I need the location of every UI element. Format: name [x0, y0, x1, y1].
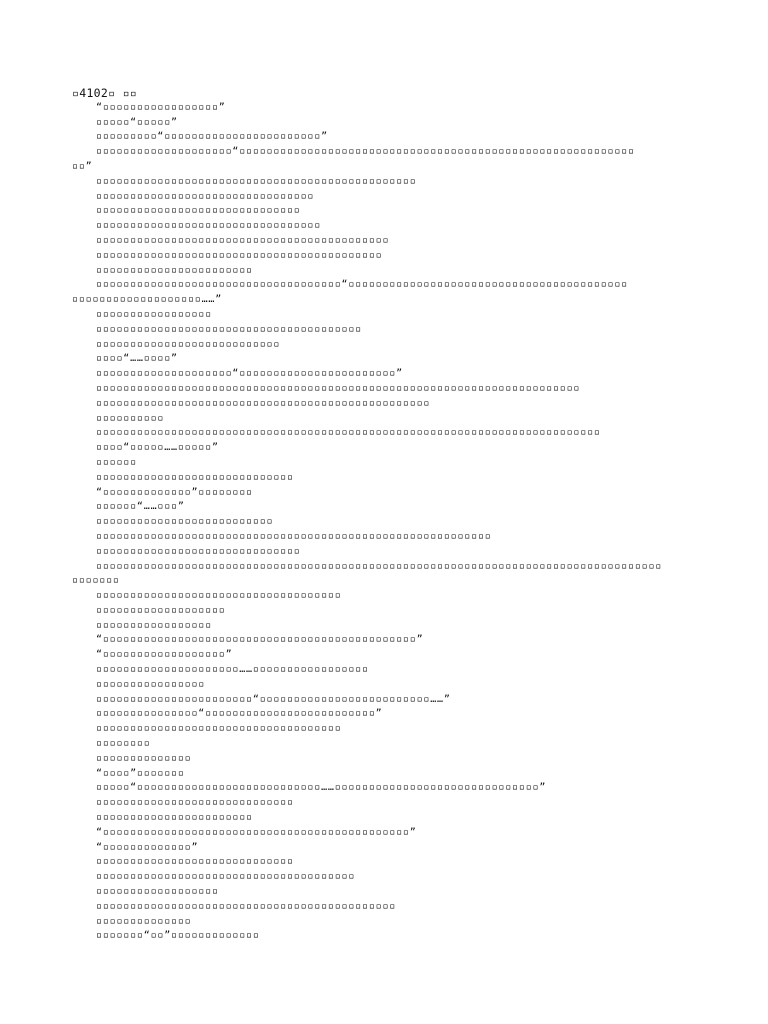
text-line: ▫▫▫▫▫▫▫▫▫▫▫▫▫▫▫▫▫▫▫▫▫▫▫▫▫▫▫▫▫▫ — [96, 545, 301, 557]
text-line: ▫▫▫▫▫▫▫▫▫▫▫▫▫▫▫▫▫▫▫……” — [72, 294, 223, 306]
text-line: ▫▫▫▫▫▫▫▫▫▫▫▫▫▫▫▫▫▫▫▫▫▫▫▫▫▫▫▫▫▫ — [96, 205, 301, 217]
text-line: “▫▫▫▫▫▫▫▫▫▫▫▫▫▫▫▫▫▫” — [96, 649, 233, 661]
text-line: ▫▫▫▫▫▫▫▫▫▫▫▫▫▫▫▫▫▫▫ — [96, 604, 226, 616]
text-line: ▫▫▫▫▫▫▫▫▫▫▫▫▫▫▫▫▫▫▫▫▫▫▫▫▫▫▫▫▫▫▫▫▫▫▫▫▫▫▫▫▫▫▫ — [96, 234, 390, 246]
text-line: ▫▫▫▫▫▫▫▫▫▫▫▫▫▫▫▫▫▫▫▫▫▫▫▫▫▫▫▫▫ — [96, 797, 294, 809]
text-line: ▫▫▫▫▫▫▫▫▫▫▫▫▫▫▫▫▫▫▫▫▫▫▫▫▫▫▫▫▫▫▫▫▫▫▫▫▫▫▫▫▫▫▫▫▫▫▫▫▫ — [96, 397, 431, 409]
text-line: ▫▫▫▫▫▫▫▫▫▫ — [96, 412, 165, 424]
text-line: ▫▫▫▫▫▫“……▫▫▫” — [96, 501, 185, 513]
text-line: ▫▫▫▫▫▫▫▫▫▫▫▫▫▫▫▫▫▫▫▫▫▫▫▫▫▫▫▫▫▫▫▫▫▫▫▫“▫▫▫▫▫▫▫▫▫▫▫▫▫▫▫▫▫▫▫▫▫▫▫▫▫▫▫▫▫▫▫▫▫▫▫▫▫▫▫▫▫ — [96, 279, 628, 291]
text-line: ▫▫▫▫▫▫▫▫▫▫▫▫▫▫▫▫▫▫▫▫▫▫▫▫▫▫▫▫▫▫▫▫▫▫▫▫▫▫▫▫▫▫▫▫▫▫▫▫▫▫▫▫▫▫▫▫▫▫▫▫▫▫▫▫▫▫▫▫▫▫▫▫▫▫▫▫▫▫▫▫▫▫▫ — [96, 560, 663, 572]
text-line: ▫▫▫▫“▫▫▫▫▫……▫▫▫▫▫” — [96, 442, 219, 454]
text-line: ▫▫▫▫▫▫▫▫▫▫▫▫▫▫▫▫▫▫▫▫▫▫▫▫▫▫▫▫▫▫▫▫▫▫▫▫▫▫▫▫▫▫ — [96, 249, 383, 261]
text-line: ▫▫▫▫▫▫▫▫▫▫▫▫▫▫▫▫▫▫▫▫▫▫▫ — [96, 264, 253, 276]
text-line: ▫▫▫▫▫▫▫▫ — [96, 738, 151, 750]
chapter-heading: ▫4102▫ ▫▫ — [72, 86, 138, 100]
text-line: ▫▫▫▫▫▫▫▫▫▫▫▫▫▫▫▫ — [96, 678, 206, 690]
text-line: “▫▫▫▫▫▫▫▫▫▫▫▫▫▫▫▫▫” — [96, 101, 226, 113]
text-line: “▫▫▫▫▫▫▫▫▫▫▫▫▫▫▫▫▫▫▫▫▫▫▫▫▫▫▫▫▫▫▫▫▫▫▫▫▫▫▫▫▫▫▫▫▫” — [96, 826, 417, 838]
text-line: ▫▫▫▫▫▫▫▫▫▫▫▫▫▫▫▫▫▫▫▫▫▫▫▫▫▫ — [96, 516, 274, 528]
text-line: ▫▫▫▫▫▫▫▫▫▫▫▫▫▫ — [96, 752, 192, 764]
text-line: ▫▫▫▫▫▫▫▫▫▫▫▫▫▫▫▫▫▫▫▫▫▫▫▫▫▫▫▫▫▫▫▫▫▫▫▫▫▫▫▫▫▫▫▫▫▫▫▫▫▫▫▫▫▫▫▫▫▫▫▫▫▫▫▫▫▫▫▫▫▫▫ — [96, 382, 581, 394]
text-line: ▫▫▫▫▫▫▫▫▫▫▫▫▫▫▫▫▫▫▫▫▫▫▫“▫▫▫▫▫▫▫▫▫▫▫▫▫▫▫▫▫▫▫▫▫▫▫▫▫……” — [96, 693, 451, 705]
text-line: ▫▫▫▫▫▫▫“▫▫”▫▫▫▫▫▫▫▫▫▫▫▫▫ — [96, 930, 260, 942]
text-line: “▫▫▫▫▫▫▫▫▫▫▫▫▫” — [96, 841, 199, 853]
text-line: ▫▫▫▫▫▫▫▫▫“▫▫▫▫▫▫▫▫▫▫▫▫▫▫▫▫▫▫▫▫▫▫▫” — [96, 131, 328, 143]
text-line: ▫▫▫▫▫▫▫▫▫▫▫▫▫▫▫▫▫▫▫▫“▫▫▫▫▫▫▫▫▫▫▫▫▫▫▫▫▫▫▫▫▫▫▫” — [96, 368, 403, 380]
paragraph-list — [72, 101, 702, 944]
text-line: ▫▫▫▫“……▫▫▫▫” — [96, 353, 178, 365]
text-line: ▫▫▫▫▫▫▫▫▫▫▫▫▫▫▫▫▫ — [96, 308, 212, 320]
text-line: ▫▫▫▫▫“▫▫▫▫▫▫▫▫▫▫▫▫▫▫▫▫▫▫▫▫▫▫▫▫▫▫▫……▫▫▫▫▫▫▫▫▫▫▫▫▫▫▫▫▫▫▫▫▫▫▫▫▫▫▫▫▫▫” — [96, 782, 547, 794]
text-line: ▫▫▫▫▫▫▫▫▫▫▫▫▫▫▫▫▫▫▫▫▫▫▫▫▫▫▫▫▫ — [96, 856, 294, 868]
document-body — [72, 86, 702, 944]
text-line: ▫▫▫▫▫▫▫▫▫▫▫▫▫▫▫▫▫▫ — [96, 886, 219, 898]
text-line: ▫▫▫▫▫▫▫▫▫▫▫▫▫▫▫▫▫▫▫▫“▫▫▫▫▫▫▫▫▫▫▫▫▫▫▫▫▫▫▫▫▫▫▫▫▫▫▫▫▫▫▫▫▫▫▫▫▫▫▫▫▫▫▫▫▫▫▫▫▫▫▫▫▫▫▫▫▫▫ — [96, 146, 635, 158]
text-line: ▫▫▫▫▫▫▫▫▫▫▫▫▫▫▫▫▫ — [96, 619, 212, 631]
text-line: ▫▫” — [72, 160, 93, 172]
text-line: ▫▫▫▫▫“▫▫▫▫▫” — [96, 116, 178, 128]
text-line: ▫▫▫▫▫▫▫▫▫▫▫▫▫▫▫“▫▫▫▫▫▫▫▫▫▫▫▫▫▫▫▫▫▫▫▫▫▫▫▫▫” — [96, 708, 383, 720]
text-line: “▫▫▫▫”▫▫▫▫▫▫▫ — [96, 767, 185, 779]
text-line: “▫▫▫▫▫▫▫▫▫▫▫▫▫▫▫▫▫▫▫▫▫▫▫▫▫▫▫▫▫▫▫▫▫▫▫▫▫▫▫▫▫▫▫▫▫▫” — [96, 634, 424, 646]
text-line: ▫▫▫▫▫▫ — [96, 456, 137, 468]
text-line: ▫▫▫▫▫▫▫▫▫▫▫▫▫▫▫▫▫▫▫▫▫▫▫▫▫▫▫▫▫▫▫▫▫▫▫▫▫▫ — [96, 871, 356, 883]
text-line: ▫▫▫▫▫▫▫▫▫▫▫▫▫▫▫▫▫▫▫▫▫▫▫▫▫▫▫▫▫ — [96, 471, 294, 483]
text-line: ▫▫▫▫▫▫▫▫▫▫▫▫▫▫▫▫▫▫▫▫▫▫▫▫▫▫▫▫▫▫▫▫▫▫▫▫▫▫▫▫▫▫▫▫▫▫▫ — [96, 175, 417, 187]
text-line: ▫▫▫▫▫▫▫ — [72, 575, 120, 587]
text-line: ▫▫▫▫▫▫▫▫▫▫▫▫▫▫▫▫▫▫▫▫▫▫▫▫▫▫▫▫▫▫▫▫▫▫▫▫ — [96, 590, 342, 602]
text-line: ▫▫▫▫▫▫▫▫▫▫▫▫▫▫ — [96, 915, 192, 927]
text-line: ▫▫▫▫▫▫▫▫▫▫▫▫▫▫▫▫▫▫▫▫▫▫▫▫▫▫▫▫▫▫▫▫▫ — [96, 220, 322, 232]
text-line: ▫▫▫▫▫▫▫▫▫▫▫▫▫▫▫▫▫▫▫▫▫……▫▫▫▫▫▫▫▫▫▫▫▫▫▫▫▫▫ — [96, 664, 369, 676]
text-line: ▫▫▫▫▫▫▫▫▫▫▫▫▫▫▫▫▫▫▫▫▫▫▫▫▫▫▫▫▫▫▫▫▫▫▫▫ — [96, 723, 342, 735]
text-line: ▫▫▫▫▫▫▫▫▫▫▫▫▫▫▫▫▫▫▫▫▫▫▫▫▫▫▫▫▫▫▫▫▫▫▫▫▫▫▫▫▫▫▫▫▫▫▫▫▫▫▫▫▫▫▫▫▫▫ — [96, 530, 492, 542]
text-line: “▫▫▫▫▫▫▫▫▫▫▫▫▫”▫▫▫▫▫▫▫▫ — [96, 486, 253, 498]
text-line: ▫▫▫▫▫▫▫▫▫▫▫▫▫▫▫▫▫▫▫▫▫▫▫▫▫▫▫ — [96, 338, 281, 350]
text-line: ▫▫▫▫▫▫▫▫▫▫▫▫▫▫▫▫▫▫▫▫▫▫▫▫▫▫▫▫▫▫▫▫▫▫▫▫▫▫▫▫▫▫▫▫ — [96, 900, 397, 912]
text-line: ▫▫▫▫▫▫▫▫▫▫▫▫▫▫▫▫▫▫▫▫▫▫▫▫▫▫▫▫▫▫▫▫ — [96, 190, 315, 202]
text-line: ▫▫▫▫▫▫▫▫▫▫▫▫▫▫▫▫▫▫▫▫▫▫▫▫▫▫▫▫▫▫▫▫▫▫▫▫▫▫▫▫▫▫▫▫▫▫▫▫▫▫▫▫▫▫▫▫▫▫▫▫▫▫▫▫▫▫▫▫▫▫▫▫▫▫ — [96, 427, 601, 439]
text-line: ▫▫▫▫▫▫▫▫▫▫▫▫▫▫▫▫▫▫▫▫▫▫▫▫▫▫▫▫▫▫▫▫▫▫▫▫▫▫▫ — [96, 323, 362, 335]
text-line: ▫▫▫▫▫▫▫▫▫▫▫▫▫▫▫▫▫▫▫▫▫▫▫ — [96, 812, 253, 824]
